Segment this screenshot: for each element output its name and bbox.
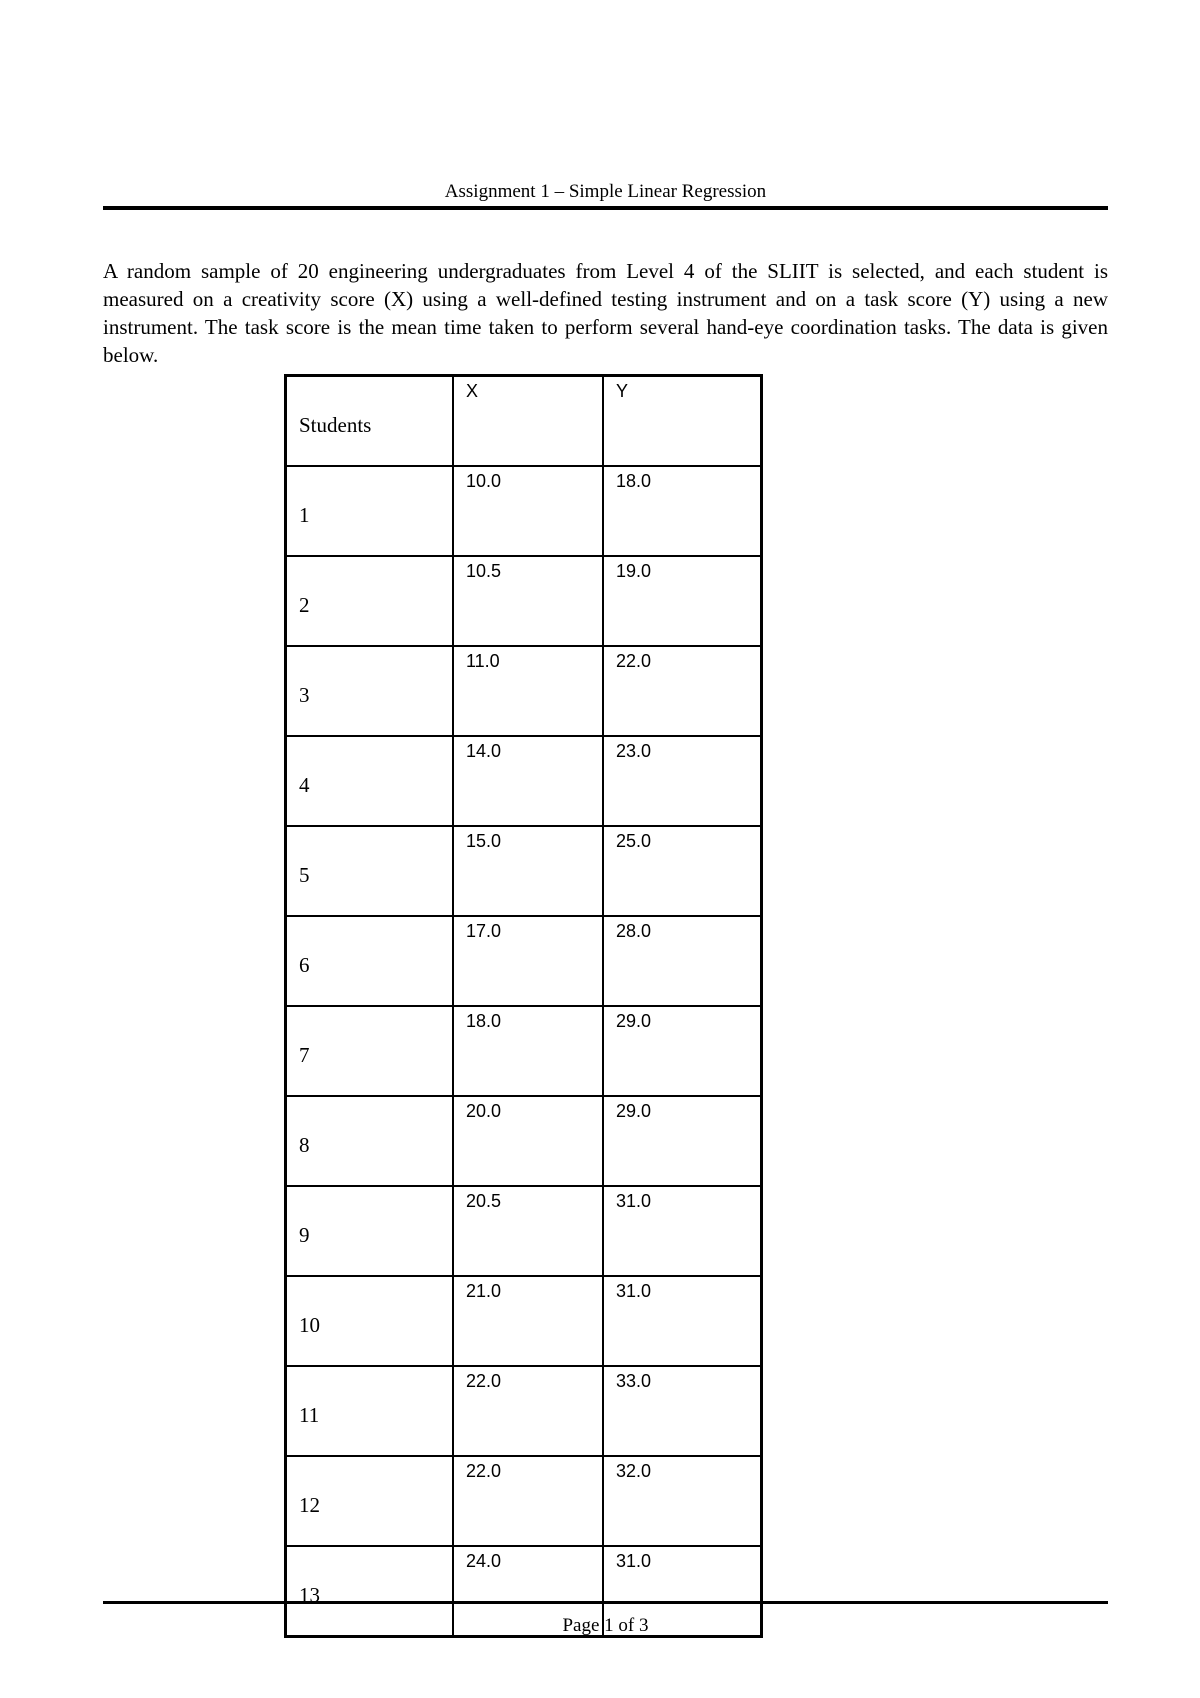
x-cell: 20.5 (453, 1186, 603, 1276)
header-students: Students (286, 376, 454, 467)
y-cell: 33.0 (603, 1366, 762, 1456)
x-cell: 15.0 (453, 826, 603, 916)
header-x: X (453, 376, 603, 467)
data-table (284, 374, 763, 1638)
y-cell: 28.0 (603, 916, 762, 1006)
page-header (103, 180, 1108, 210)
x-cell: 10.0 (453, 466, 603, 556)
x-cell: 24.0 (453, 1546, 603, 1637)
table-row (286, 1006, 762, 1096)
header-y: Y (603, 376, 762, 467)
page-footer (103, 1601, 1108, 1638)
student-cell: 13 (286, 1546, 454, 1637)
y-cell: 22.0 (603, 646, 762, 736)
student-cell: 3 (286, 646, 454, 736)
y-cell: 31.0 (603, 1276, 762, 1366)
y-cell: 31.0 (603, 1186, 762, 1276)
table-row (286, 736, 762, 826)
table-row (286, 466, 762, 556)
intro-paragraph: A random sample of 20 engineering undergraduates from Level 4 of the SLIIT is selected, and each student is measured on a creativity score (X) using a well-defined testing instrument and on a task score (Y) using a new instrument. The task score is the mean time taken to perform several hand-eye coordination tasks. The data is given below. (103, 259, 1108, 367)
y-cell: 29.0 (603, 1096, 762, 1186)
student-cell: 12 (286, 1456, 454, 1546)
table-row (286, 1096, 762, 1186)
y-cell: 32.0 (603, 1456, 762, 1546)
page-number: Page 1 of 3 (562, 1615, 649, 1636)
student-cell: 10 (286, 1276, 454, 1366)
student-cell: 1 (286, 466, 454, 556)
y-cell: 23.0 (603, 736, 762, 826)
x-cell: 17.0 (453, 916, 603, 1006)
table-row (286, 826, 762, 916)
table-row (286, 556, 762, 646)
x-cell: 21.0 (453, 1276, 603, 1366)
student-cell: 5 (286, 826, 454, 916)
table-row (286, 1186, 762, 1276)
x-cell: 20.0 (453, 1096, 603, 1186)
y-cell: 19.0 (603, 556, 762, 646)
student-cell: 4 (286, 736, 454, 826)
x-cell: 18.0 (453, 1006, 603, 1096)
x-cell: 22.0 (453, 1456, 603, 1546)
y-cell: 25.0 (603, 826, 762, 916)
student-cell: 6 (286, 916, 454, 1006)
table-row (286, 1276, 762, 1366)
y-cell: 18.0 (603, 466, 762, 556)
table-row (286, 1456, 762, 1546)
table-row (286, 916, 762, 1006)
student-cell: 11 (286, 1366, 454, 1456)
x-cell: 11.0 (453, 646, 603, 736)
student-cell: 2 (286, 556, 454, 646)
x-cell: 22.0 (453, 1366, 603, 1456)
y-cell: 31.0 (603, 1546, 762, 1637)
student-cell: 9 (286, 1186, 454, 1276)
y-cell: 29.0 (603, 1006, 762, 1096)
page-title: Assignment 1 – Simple Linear Regression (444, 181, 767, 202)
x-cell: 10.5 (453, 556, 603, 646)
table-header-row (286, 376, 762, 467)
student-cell: 8 (286, 1096, 454, 1186)
table-row (286, 1366, 762, 1456)
x-cell: 14.0 (453, 736, 603, 826)
table-row (286, 646, 762, 736)
student-cell: 7 (286, 1006, 454, 1096)
